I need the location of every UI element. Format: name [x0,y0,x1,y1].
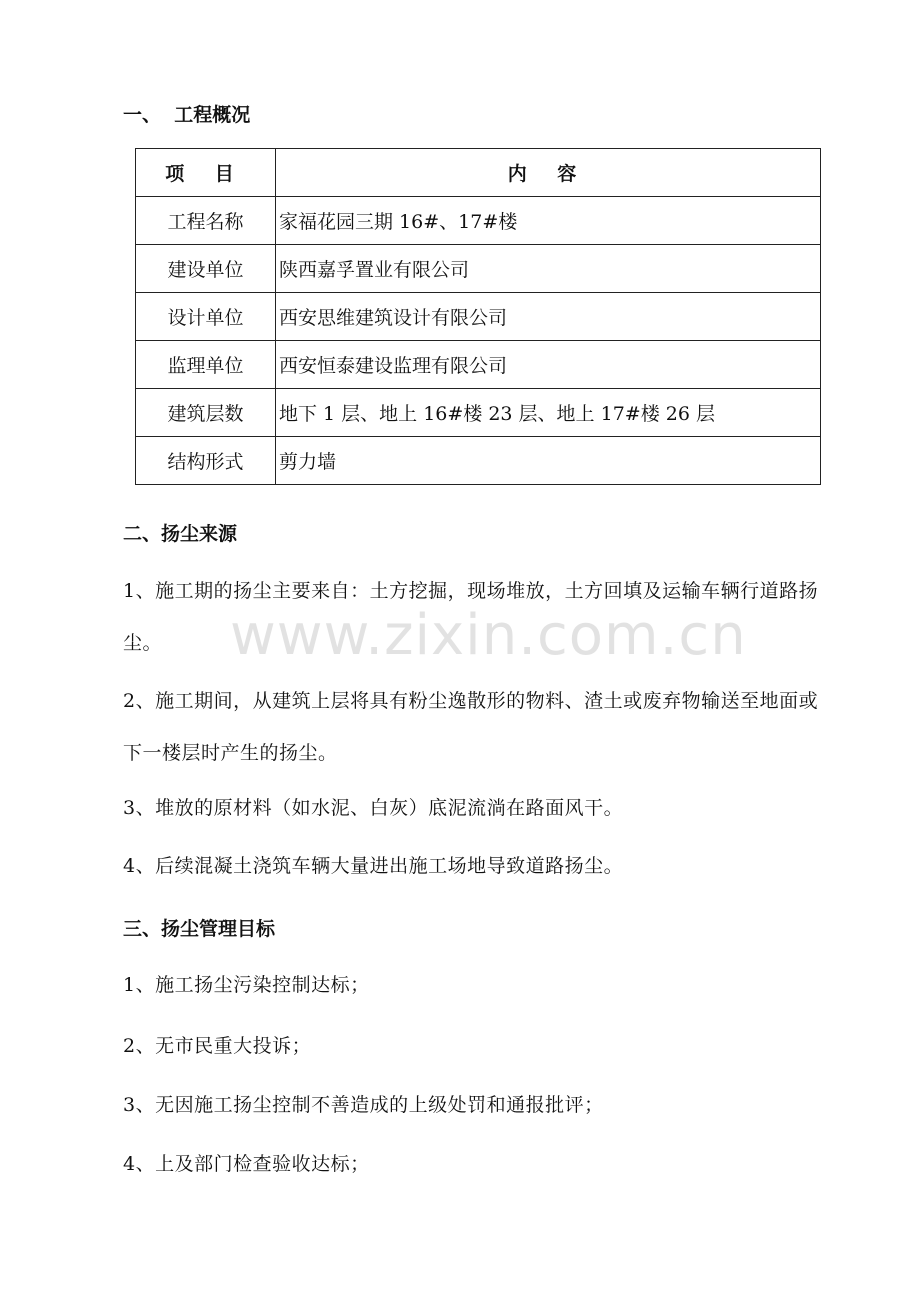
table-header-row [136,149,821,197]
row-item: 建设单位 [136,245,276,293]
row-content: 地下 1 层、地上 16#楼 23 层、地上 17#楼 26 层 [276,389,821,437]
table-row [136,197,821,245]
watermark: www.zixin.com.cn [230,603,747,668]
row-item: 设计单位 [136,293,276,341]
row-item: 工程名称 [136,197,276,245]
dust-source-item-1: 1、施工期的扬尘主要来自：土方挖掘，现场堆放，土方回填及运输车辆行道路扬尘。 [123,580,819,654]
goal-item-1: 1、施工扬尘污染控制达标； [123,974,370,996]
row-item: 建筑层数 [136,389,276,437]
table-row [136,389,821,437]
dust-source-item-2: 2、施工期间，从建筑上层将具有粉尘逸散形的物料、渣土或废弃物输送至地面或下一楼层时产生的扬尘。 [123,690,819,764]
dust-source-item-4: 4、后续混凝土浇筑车辆大量进出施工场地导致道路扬尘。 [123,855,624,877]
table-row [136,341,821,389]
header-item: 项 目 [136,149,276,197]
row-content: 陕西嘉孚置业有限公司 [276,245,821,293]
table-row [136,245,821,293]
goal-item-3: 3、无因施工扬尘控制不善造成的上级处罚和通报批评； [123,1094,604,1116]
row-content: 家福花园三期 16#、17#楼 [276,197,821,245]
row-content: 西安思维建筑设计有限公司 [276,293,821,341]
dust-source-item-3: 3、堆放的原材料（如水泥、白灰）底泥流淌在路面风干。 [123,797,624,819]
section-3-heading: 三、扬尘管理目标 [123,918,276,940]
table-row [136,437,821,485]
row-content: 剪力墙 [276,437,821,485]
project-overview-table [135,148,821,485]
goal-item-4: 4、上及部门检查验收达标； [123,1153,370,1175]
section-2-heading: 二、扬尘来源 [123,523,238,545]
row-item: 结构形式 [136,437,276,485]
row-content: 西安恒泰建设监理有限公司 [276,341,821,389]
goal-item-2: 2、无市民重大投诉； [123,1035,312,1057]
section-1-heading: 一、 工程概况 [123,104,251,126]
table-row [136,293,821,341]
row-item: 监理单位 [136,341,276,389]
header-content: 内 容 [276,149,821,197]
